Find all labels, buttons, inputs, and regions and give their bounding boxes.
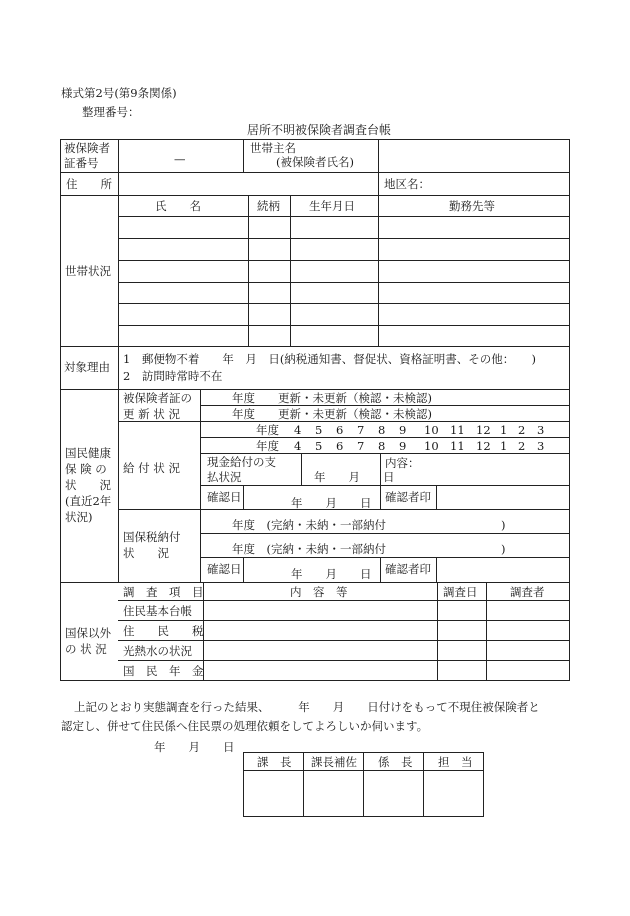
- month-cell[interactable]: 3: [537, 423, 545, 437]
- nhi-label-3: 状 況: [65, 478, 111, 492]
- month-cell[interactable]: 6: [336, 439, 344, 453]
- other-item-resident-tax: 住 民 税: [123, 624, 204, 638]
- district-label: 地区名：: [384, 177, 430, 191]
- benefit-confirm-seal-label: 確認者印: [385, 490, 431, 504]
- other-header-date: 調査日: [443, 585, 478, 599]
- seal-box-deputy-chief[interactable]: [304, 771, 362, 816]
- nhi-label-4: (直近2年: [65, 494, 112, 508]
- cash-label-1: 現金給付の支: [207, 455, 276, 469]
- month-cell[interactable]: 11: [450, 439, 465, 453]
- cash-date[interactable]: 年 月 日: [314, 470, 395, 484]
- tax-confirm-date-label: 確認日: [207, 562, 242, 576]
- month-cell[interactable]: 10: [424, 439, 439, 453]
- month-cell[interactable]: 7: [357, 423, 365, 437]
- month-cell[interactable]: 10: [424, 423, 439, 437]
- seal-box-staff[interactable]: [424, 771, 483, 816]
- month-cell[interactable]: 6: [336, 423, 344, 437]
- nhi-label-2: 保 険 の: [65, 462, 107, 476]
- month-cell[interactable]: 4: [294, 439, 302, 453]
- household-header-relation: 続柄: [257, 199, 280, 213]
- month-cell[interactable]: 2: [518, 439, 526, 453]
- statement-date[interactable]: 年 月 日: [154, 740, 235, 754]
- benefit-confirm-date-label: 確認日: [207, 490, 242, 504]
- renewal-row-1: 年度 更新・未更新（検認・未検認): [232, 391, 432, 405]
- tax-label-1: 国保税納付: [123, 530, 181, 544]
- household-header-workplace: 勤務先等: [449, 199, 495, 213]
- reason-line-2: 2 訪問時常時不在: [123, 369, 223, 383]
- other-header-content: 内 容 等: [290, 585, 348, 599]
- month-cell[interactable]: 12: [476, 423, 491, 437]
- householder-label: 世帯主名: [250, 141, 296, 155]
- tax-label-2: 状 況: [123, 546, 169, 560]
- month-cell[interactable]: 1: [500, 439, 508, 453]
- other-label-1: 国保以外: [65, 626, 111, 640]
- approval-unit-chief: 係 長: [378, 755, 413, 769]
- insured-number-label: 被保険者: [64, 141, 110, 155]
- month-cell[interactable]: 8: [378, 439, 386, 453]
- form-number: 様式第2号(第9条関係): [61, 86, 177, 100]
- tax-row-2: 年度 (完納・未納・一部納付 ): [232, 542, 506, 556]
- approval-staff: 担 当: [438, 755, 473, 769]
- seal-box-unit-chief[interactable]: [364, 771, 422, 816]
- month-cell[interactable]: 4: [294, 423, 302, 437]
- month-cell[interactable]: 5: [315, 423, 323, 437]
- month-cell[interactable]: 7: [357, 439, 365, 453]
- form-title: 居所不明被保険者調査台帳: [247, 123, 392, 137]
- renewal-row-2: 年度 更新・未更新（検認・未検認): [232, 407, 432, 421]
- benefit-confirm-date[interactable]: 年 月 日: [291, 496, 372, 510]
- month-cell[interactable]: 12: [476, 439, 491, 453]
- month-cell[interactable]: 9: [399, 423, 407, 437]
- nhi-label-5: 状況): [65, 510, 93, 524]
- approval-deputy-chief: 課長補佐: [311, 755, 357, 769]
- householder-sub-label: (被保険者氏名): [276, 155, 354, 169]
- reason-line-1: 1 郵便物不着 年 月 日(納税通知書、督促状、資格証明書、その他： ): [123, 352, 537, 366]
- other-header-investigator: 調査者: [510, 585, 545, 599]
- household-header-name: 氏 名: [155, 199, 201, 213]
- month-cell[interactable]: 9: [399, 439, 407, 453]
- reference-number-label: 整理番号：: [82, 105, 140, 119]
- insured-number-dash[interactable]: —: [174, 152, 186, 166]
- other-header-item: 調 査 項 目: [123, 585, 204, 599]
- household-section-label: 世帯状況: [65, 264, 111, 278]
- tax-confirm-seal-label: 確認者印: [385, 562, 431, 576]
- month-cell[interactable]: 2: [518, 423, 526, 437]
- other-item-resident-register: 住民基本台帳: [123, 604, 192, 618]
- approval-section-chief: 課 長: [257, 755, 292, 769]
- tax-row-1: 年度 (完納・未納・一部納付 ): [232, 518, 506, 532]
- statement-line-2: 認定し、併せて住民係へ住民票の処理依頼をしてよろしいか伺います。: [61, 719, 429, 733]
- month-cell[interactable]: 3: [537, 439, 545, 453]
- insured-number-label-2: 証番号: [64, 156, 99, 170]
- seal-box-section-chief[interactable]: [244, 771, 302, 816]
- other-item-utilities: 光熱水の状況: [123, 644, 192, 658]
- other-label-2: の 状 況: [65, 642, 107, 656]
- content-label: 内容：: [385, 456, 420, 470]
- cash-label-2: 払状況: [207, 470, 242, 484]
- household-header-birthdate: 生年月日: [309, 199, 355, 213]
- reason-label: 対象理由: [64, 360, 110, 374]
- benefit-year-2: 年度: [256, 439, 279, 453]
- renewal-label-1: 被保険者証の: [123, 391, 192, 405]
- nhi-label-1: 国民健康: [65, 446, 111, 460]
- month-cell[interactable]: 5: [315, 439, 323, 453]
- month-cell[interactable]: 1: [500, 423, 508, 437]
- month-cell[interactable]: 11: [450, 423, 465, 437]
- other-item-national-pension: 国 民 年 金: [123, 664, 204, 678]
- month-cell[interactable]: 8: [378, 423, 386, 437]
- renewal-label-2: 更 新 状 況: [123, 407, 180, 421]
- benefit-label: 給 付 状 況: [123, 461, 180, 475]
- statement-line-1: 上記のとおり実態調査を行った結果、 年 月 日付けをもって不現住被保険者と: [74, 700, 540, 714]
- benefit-year-1: 年度: [256, 423, 279, 437]
- address-label: 住 所: [66, 177, 112, 191]
- tax-confirm-date[interactable]: 年 月 日: [291, 567, 372, 581]
